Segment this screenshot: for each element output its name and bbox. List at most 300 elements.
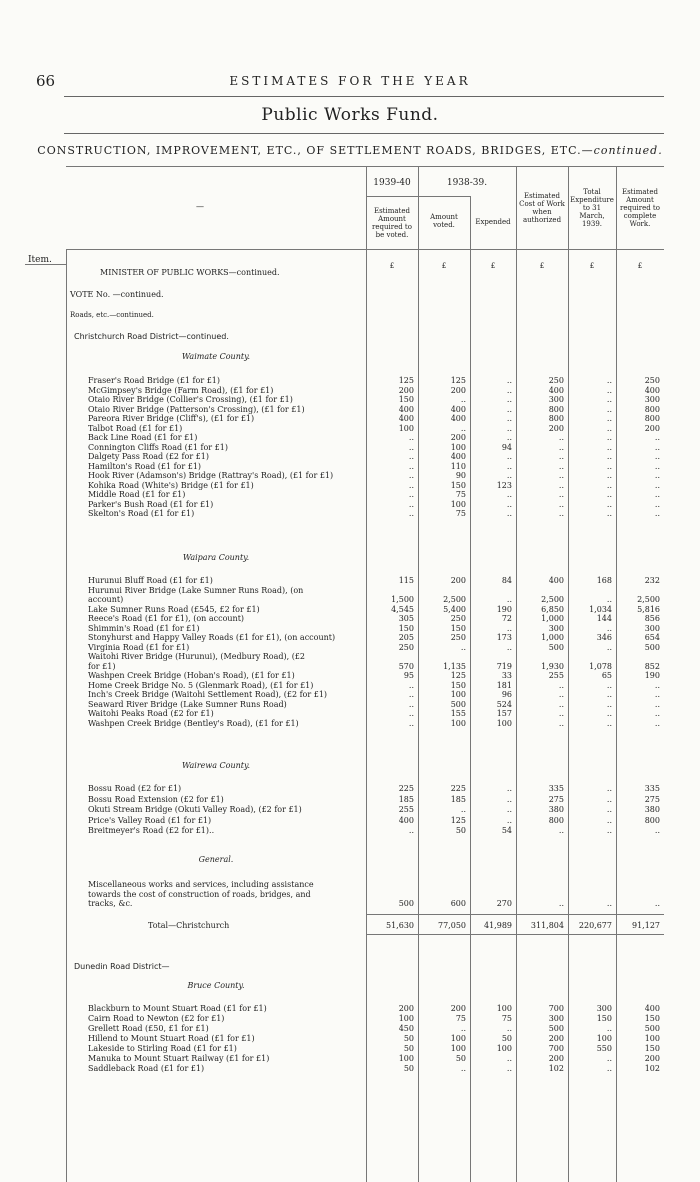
cell-to-complete: ..: [654, 899, 660, 908]
cell-voted: 125: [450, 376, 466, 385]
cell-cost: 1,000: [541, 614, 564, 623]
cell-cost: 800: [548, 404, 564, 414]
cell-voted: 2,500: [443, 595, 466, 604]
cell-cost: 6,850: [541, 604, 564, 614]
row-description: Kohika Road (White's) Bridge (£1 for £1): [88, 480, 254, 490]
cell-expended: ..: [506, 1054, 512, 1063]
col-line-4: [516, 166, 517, 1182]
cell-to-complete: ..: [654, 471, 660, 480]
row-description: Waitohi River Bridge (Hurunui), (Medbury Road), (£2: [88, 652, 305, 661]
cell-total-expenditure: ..: [606, 815, 612, 825]
cell-cost: 700: [548, 1044, 564, 1053]
cell-expended: 41,989: [484, 921, 512, 930]
cell-expended: 94: [501, 442, 512, 452]
pound-6: £: [637, 262, 643, 270]
cell-required: 1,500: [391, 595, 414, 604]
cell-voted: 400: [450, 452, 466, 461]
cell-cost: ..: [558, 699, 564, 709]
row-description: Pareora River Bridge (Cliff's), (£1 for £1): [88, 414, 255, 423]
row-description: Lakeside to Stirling Road (£1 for £1): [88, 1044, 237, 1053]
cell-cost: 255: [548, 671, 564, 680]
cell-total-expenditure: ..: [606, 690, 612, 699]
row-description: Otaio River Bridge (Collier's Crossing), (£1 for £1): [88, 395, 293, 404]
cell-voted: 90: [455, 471, 466, 480]
cell-expended: ..: [506, 509, 512, 518]
cell-total-expenditure: ..: [606, 1024, 612, 1033]
cell-expended: 72: [501, 614, 512, 623]
cell-required: ..: [408, 490, 414, 499]
row-description: Blackburn to Mount Stuart Road (£1 for £1): [88, 1004, 267, 1013]
cell-expended: 50: [501, 1034, 512, 1043]
cell-cost: ..: [558, 826, 564, 835]
cell-voted: 400: [450, 404, 466, 414]
cell-total-expenditure: ..: [606, 1054, 612, 1063]
cell-cost: ..: [558, 433, 564, 442]
cell-total-expenditure: ..: [606, 718, 612, 728]
cell-voted: 500: [450, 699, 466, 709]
row-description: Middle Road (£1 for £1): [88, 490, 186, 499]
cell-expended: ..: [506, 1064, 512, 1073]
cell-to-complete: 800: [644, 815, 660, 825]
cell-required: 125: [398, 376, 414, 385]
cell-expended: 100: [496, 718, 512, 728]
cell-required: 50: [403, 1034, 414, 1043]
cell-total-expenditure: 346: [596, 633, 612, 642]
col-line-5: [568, 166, 569, 1182]
col-line-1: [366, 166, 367, 1182]
cell-to-complete: 800: [644, 414, 660, 423]
row-description: Bossu Road (£2 for £1): [88, 784, 182, 793]
cell-to-complete: 800: [644, 404, 660, 414]
item-header: Item.: [28, 255, 52, 265]
pound-3: £: [490, 262, 496, 270]
cell-required: ..: [408, 680, 414, 690]
section-general: General.: [198, 855, 234, 864]
row-description: Washpen Creek Bridge (Bentley's Road), (£1 for £1): [88, 718, 299, 728]
row-description: Fraser's Road Bridge (£1 for £1): [88, 376, 220, 385]
cell-to-complete: 200: [644, 1054, 660, 1063]
page-title: Public Works Fund.: [261, 105, 439, 125]
cell-voted: 125: [450, 671, 466, 680]
cell-voted: ..: [460, 805, 466, 814]
cell-required: ..: [408, 699, 414, 709]
cell-to-complete: 190: [644, 671, 660, 680]
cell-voted: 185: [450, 794, 466, 804]
cell-cost: ..: [558, 899, 564, 908]
district-dunedin: Dunedin Road District—: [74, 962, 170, 971]
cell-voted: 50: [455, 826, 466, 835]
cell-required: ..: [408, 461, 414, 471]
cell-required: 100: [398, 1054, 414, 1063]
cell-expended: ..: [506, 385, 512, 395]
header-total-expenditure: Total Expenditure to 31 March, 1939.: [570, 188, 614, 228]
table-top-rule: [66, 166, 664, 167]
section-subtitle: [0, 144, 700, 157]
cell-to-complete: ..: [654, 680, 660, 690]
cell-required: ..: [408, 442, 414, 452]
row-description: Back Line Road (£1 for £1): [88, 433, 198, 442]
cell-expended: ..: [506, 433, 512, 442]
cell-total-expenditure: 150: [596, 1014, 612, 1023]
cell-voted: 100: [450, 690, 466, 699]
cell-required: 4,545: [391, 604, 414, 614]
cell-cost: 200: [548, 423, 564, 433]
cell-voted: 100: [450, 718, 466, 728]
cell-voted: 150: [450, 680, 466, 690]
cell-cost: 275: [548, 794, 564, 804]
cell-required: ..: [408, 509, 414, 518]
subtitle-continued: —continued.: [581, 144, 663, 157]
row-description: Manuka to Mount Stuart Railway (£1 for £1): [88, 1054, 270, 1063]
cell-total-expenditure: 65: [601, 671, 612, 680]
cell-required: 570: [398, 661, 414, 671]
cell-cost: 200: [548, 1034, 564, 1043]
row-description: tracks, &c.: [88, 899, 133, 908]
cell-required: 51,630: [386, 921, 414, 930]
cell-to-complete: ..: [654, 490, 660, 499]
cell-to-complete: 400: [644, 1004, 660, 1013]
cell-voted: 200: [450, 576, 466, 585]
cell-voted: ..: [460, 1064, 466, 1073]
cell-total-expenditure: ..: [606, 680, 612, 690]
row-description: Connington Cliffs Road (£1 for £1): [88, 442, 228, 452]
cell-to-complete: 102: [644, 1064, 660, 1073]
cell-expended: 75: [501, 1014, 512, 1023]
cell-expended: ..: [506, 395, 512, 404]
row-description: Hurunui River Bridge (Lake Sumner Runs Road), (on: [88, 585, 304, 595]
cell-voted: 5,400: [443, 604, 466, 614]
cell-required: ..: [408, 718, 414, 728]
row-description: Shimmin's Road (£1 for £1): [88, 623, 200, 633]
pound-5: £: [589, 262, 595, 270]
cell-to-complete: 500: [644, 642, 660, 652]
cell-required: 205: [398, 633, 414, 642]
cell-cost: 500: [548, 1024, 564, 1033]
cell-cost: 1,000: [541, 633, 564, 642]
col-line-2: [418, 166, 419, 1182]
cell-required: 50: [403, 1064, 414, 1073]
pound-2: £: [441, 262, 447, 270]
cell-expended: 157: [496, 709, 512, 718]
row-description: Breitmeyer's Road (£2 for £1)..: [88, 826, 215, 835]
cell-voted: 100: [450, 442, 466, 452]
pound-1: £: [389, 262, 395, 270]
cell-total-expenditure: ..: [606, 899, 612, 908]
description-header: —: [196, 202, 204, 211]
cell-total-expenditure: ..: [606, 709, 612, 718]
cell-to-complete: 100: [644, 1034, 660, 1043]
cell-voted: 600: [450, 899, 466, 908]
header-expended: Expended: [475, 218, 511, 226]
row-description: Inch's Creek Bridge (Waitohi Settlement Road), (£2 for £1): [88, 690, 328, 699]
cell-to-complete: ..: [654, 699, 660, 709]
cell-voted: 150: [450, 480, 466, 490]
cell-cost: ..: [558, 709, 564, 718]
cell-cost: 200: [548, 1054, 564, 1063]
cell-cost: ..: [558, 452, 564, 461]
cell-required: ..: [408, 471, 414, 480]
cell-expended: ..: [506, 461, 512, 471]
row-description: Hook River (Adamson's) Bridge (Rattray's Road), (£1 for £1): [88, 471, 334, 480]
cell-cost: 400: [548, 576, 564, 585]
cell-to-complete: ..: [654, 461, 660, 471]
cell-expended: ..: [506, 471, 512, 480]
cell-expended: ..: [506, 499, 512, 509]
row-description: Dalgety Pass Road (£2 for £1): [88, 452, 209, 461]
cell-required: ..: [408, 709, 414, 718]
cell-cost: 500: [548, 642, 564, 652]
cell-voted: 200: [450, 433, 466, 442]
col-line-3: [470, 196, 471, 1182]
cell-expended: 100: [496, 1004, 512, 1013]
row-description: Cairn Road to Newton (£2 for £1): [88, 1014, 225, 1023]
cell-voted: ..: [460, 423, 466, 433]
total-top-rule: [366, 914, 664, 915]
year-1939-40: 1939-40: [373, 178, 411, 188]
cell-voted: 250: [450, 614, 466, 623]
section-wairewa: Wairewa County.: [181, 761, 251, 770]
cell-expended: ..: [506, 784, 512, 793]
cell-expended: 173: [496, 633, 512, 642]
cell-required: 305: [398, 614, 414, 623]
cell-to-complete: 300: [644, 395, 660, 404]
district-christchurch: Christchurch Road District—continued.: [74, 332, 229, 341]
row-description: Skelton's Road (£1 for £1): [88, 509, 195, 518]
cell-total-expenditure: ..: [606, 376, 612, 385]
cell-voted: 225: [450, 784, 466, 793]
cell-expended: ..: [506, 642, 512, 652]
cell-voted: 50: [455, 1054, 466, 1063]
cell-cost: 335: [548, 784, 564, 793]
cell-cost: 300: [548, 1014, 564, 1023]
cell-cost: ..: [558, 490, 564, 499]
cell-required: 255: [398, 805, 414, 814]
cell-cost: ..: [558, 471, 564, 480]
section-waipara: Waipara County.: [182, 553, 250, 562]
cell-to-complete: 275: [644, 794, 660, 804]
cell-total-expenditure: ..: [606, 490, 612, 499]
header-voted: Amount voted.: [430, 213, 458, 229]
cell-required: 225: [398, 784, 414, 793]
title-rule: [64, 133, 664, 134]
cell-to-complete: 150: [644, 1044, 660, 1053]
cell-expended: ..: [506, 805, 512, 814]
cell-total-expenditure: ..: [606, 595, 612, 604]
cell-voted: 1,135: [443, 661, 466, 671]
item-col-line: [66, 249, 67, 1182]
cell-to-complete: 856: [644, 614, 660, 623]
roads-heading: Roads, etc.—continued.: [70, 311, 154, 319]
cell-total-expenditure: ..: [606, 442, 612, 452]
row-description: Seaward River Bridge (Lake Sumner Runs Road): [88, 699, 287, 709]
cell-total-expenditure: ..: [606, 471, 612, 480]
cell-to-complete: 5,816: [637, 604, 660, 614]
row-description: Bossu Road Extension (£2 for £1): [88, 794, 224, 804]
row-description: Waitohi Peaks Road (£2 for £1): [88, 709, 214, 718]
cell-cost: 700: [548, 1004, 564, 1013]
cell-voted: 110: [450, 461, 466, 471]
row-description: Parker's Bush Road (£1 for £1): [88, 499, 214, 509]
cell-voted: 75: [455, 509, 466, 518]
cell-total-expenditure: 100: [596, 1034, 612, 1043]
cell-cost: 311,804: [530, 921, 564, 930]
cell-cost: 800: [548, 414, 564, 423]
cell-voted: 400: [450, 414, 466, 423]
cell-to-complete: ..: [654, 709, 660, 718]
cell-to-complete: 150: [644, 1014, 660, 1023]
cell-total-expenditure: 144: [596, 614, 612, 623]
cell-total-expenditure: ..: [606, 784, 612, 793]
pound-4: £: [539, 262, 545, 270]
cell-expended: 190: [496, 604, 512, 614]
cell-to-complete: 200: [644, 423, 660, 433]
page-number: 66: [36, 72, 56, 90]
section-bruce: Bruce County.: [187, 981, 245, 990]
cell-to-complete: ..: [654, 826, 660, 835]
cell-expended: 84: [501, 576, 512, 585]
cell-to-complete: 91,127: [632, 921, 660, 930]
cell-voted: 155: [450, 709, 466, 718]
cell-cost: 1,930: [541, 661, 564, 671]
cell-expended: 181: [496, 680, 512, 690]
minister-heading: MINISTER OF PUBLIC WORKS—continued.: [100, 268, 280, 277]
cell-total-expenditure: ..: [606, 385, 612, 395]
cell-voted: ..: [460, 395, 466, 404]
row-description: Total—Christchurch: [148, 921, 230, 930]
cell-to-complete: 300: [644, 623, 660, 633]
cell-total-expenditure: ..: [606, 699, 612, 709]
cell-required: 250: [398, 642, 414, 652]
cell-total-expenditure: ..: [606, 794, 612, 804]
row-description: Washpen Creek Bridge (Hoban's Road), (£1 for £1): [88, 671, 295, 680]
cell-voted: ..: [460, 642, 466, 652]
cell-expended: ..: [506, 404, 512, 414]
cell-expended: ..: [506, 1024, 512, 1033]
cell-required: 400: [398, 414, 414, 423]
cell-total-expenditure: ..: [606, 480, 612, 490]
cell-cost: ..: [558, 690, 564, 699]
cell-required: ..: [408, 499, 414, 509]
cell-required: 115: [398, 576, 414, 585]
row-description: account): [88, 595, 124, 604]
cell-cost: 300: [548, 623, 564, 633]
cell-to-complete: 500: [644, 1024, 660, 1033]
row-description: Reece's Road (£1 for £1), (on account): [88, 614, 245, 623]
row-description: Home Creek Bridge No. 5 (Glenmark Road), (£1 for £1): [88, 680, 314, 690]
cell-cost: ..: [558, 499, 564, 509]
header-bottom-rule: [66, 249, 664, 250]
cell-required: 100: [398, 423, 414, 433]
cell-to-complete: ..: [654, 718, 660, 728]
cell-total-expenditure: ..: [606, 499, 612, 509]
cell-total-expenditure: ..: [606, 826, 612, 835]
header-required: Estimated Amount required to be voted.: [372, 207, 412, 239]
cell-total-expenditure: ..: [606, 805, 612, 814]
cell-required: 500: [398, 899, 414, 908]
row-description: Saddleback Road (£1 for £1): [88, 1064, 205, 1073]
cell-expended: 96: [501, 690, 512, 699]
cell-voted: 100: [450, 1044, 466, 1053]
cell-cost: ..: [558, 461, 564, 471]
row-description: for £1): [88, 661, 116, 671]
cell-voted: 100: [450, 1034, 466, 1043]
total-bottom-rule: [366, 934, 664, 935]
cell-to-complete: ..: [654, 442, 660, 452]
header-cost: Estimated Cost of Work when authorized: [519, 192, 565, 224]
cell-total-expenditure: 1,034: [589, 604, 612, 614]
row-description: Hillend to Mount Stuart Road (£1 for £1): [88, 1034, 255, 1043]
row-description: Talbot Road (£1 for £1): [88, 423, 183, 433]
cell-cost: 380: [548, 805, 564, 814]
running-head: ESTIMATES FOR THE YEAR: [229, 74, 471, 88]
cell-cost: 800: [548, 815, 564, 825]
cell-expended: ..: [506, 414, 512, 423]
row-description: Price's Valley Road (£1 for £1): [88, 815, 212, 825]
cell-cost: 102: [548, 1064, 564, 1073]
header-rule: [64, 96, 664, 97]
cell-total-expenditure: ..: [606, 623, 612, 633]
cell-expended: ..: [506, 815, 512, 825]
cell-total-expenditure: ..: [606, 452, 612, 461]
cell-required: 95: [403, 671, 414, 680]
cell-required: ..: [408, 826, 414, 835]
cell-total-expenditure: ..: [606, 461, 612, 471]
cell-to-complete: 400: [644, 385, 660, 395]
cell-required: 50: [403, 1044, 414, 1053]
cell-expended: 524: [496, 699, 512, 709]
cell-to-complete: 2,500: [637, 595, 660, 604]
cell-voted: 100: [450, 499, 466, 509]
row-description: Grellett Road (£50, £1 for £1): [88, 1024, 209, 1033]
cell-expended: 54: [501, 826, 512, 835]
cell-required: 185: [398, 794, 414, 804]
cell-expended: 719: [496, 661, 512, 671]
cell-cost: 2,500: [541, 595, 564, 604]
cell-expended: ..: [506, 376, 512, 385]
cell-total-expenditure: ..: [606, 509, 612, 518]
cell-required: 450: [398, 1024, 414, 1033]
cell-voted: 75: [455, 1014, 466, 1023]
cell-cost: ..: [558, 442, 564, 452]
cell-to-complete: 380: [644, 805, 660, 814]
cell-required: 400: [398, 404, 414, 414]
cell-cost: 400: [548, 385, 564, 395]
header-to-complete: Estimated Amount required to complete Work.: [620, 188, 660, 228]
cell-cost: ..: [558, 718, 564, 728]
cell-required: 100: [398, 1014, 414, 1023]
cell-expended: 270: [496, 899, 512, 908]
cell-total-expenditure: 550: [596, 1044, 612, 1053]
row-description: Miscellaneous works and services, including assistance: [88, 880, 314, 889]
cell-cost: ..: [558, 680, 564, 690]
cell-expended: ..: [506, 490, 512, 499]
row-description: towards the cost of construction of roads, bridges, and: [88, 889, 311, 899]
cell-cost: ..: [558, 509, 564, 518]
col-line-6: [616, 166, 617, 1182]
cell-expended: 123: [496, 480, 512, 490]
cell-to-complete: ..: [654, 509, 660, 518]
cell-cost: 250: [548, 376, 564, 385]
cell-total-expenditure: 220,677: [578, 921, 612, 930]
cell-expended: ..: [506, 623, 512, 633]
cell-total-expenditure: ..: [606, 433, 612, 442]
cell-required: 150: [398, 623, 414, 633]
cell-cost: ..: [558, 480, 564, 490]
cell-expended: ..: [506, 452, 512, 461]
cell-expended: 100: [496, 1044, 512, 1053]
row-description: Virginia Road (£1 for £1): [88, 642, 190, 652]
cell-required: 200: [398, 385, 414, 395]
